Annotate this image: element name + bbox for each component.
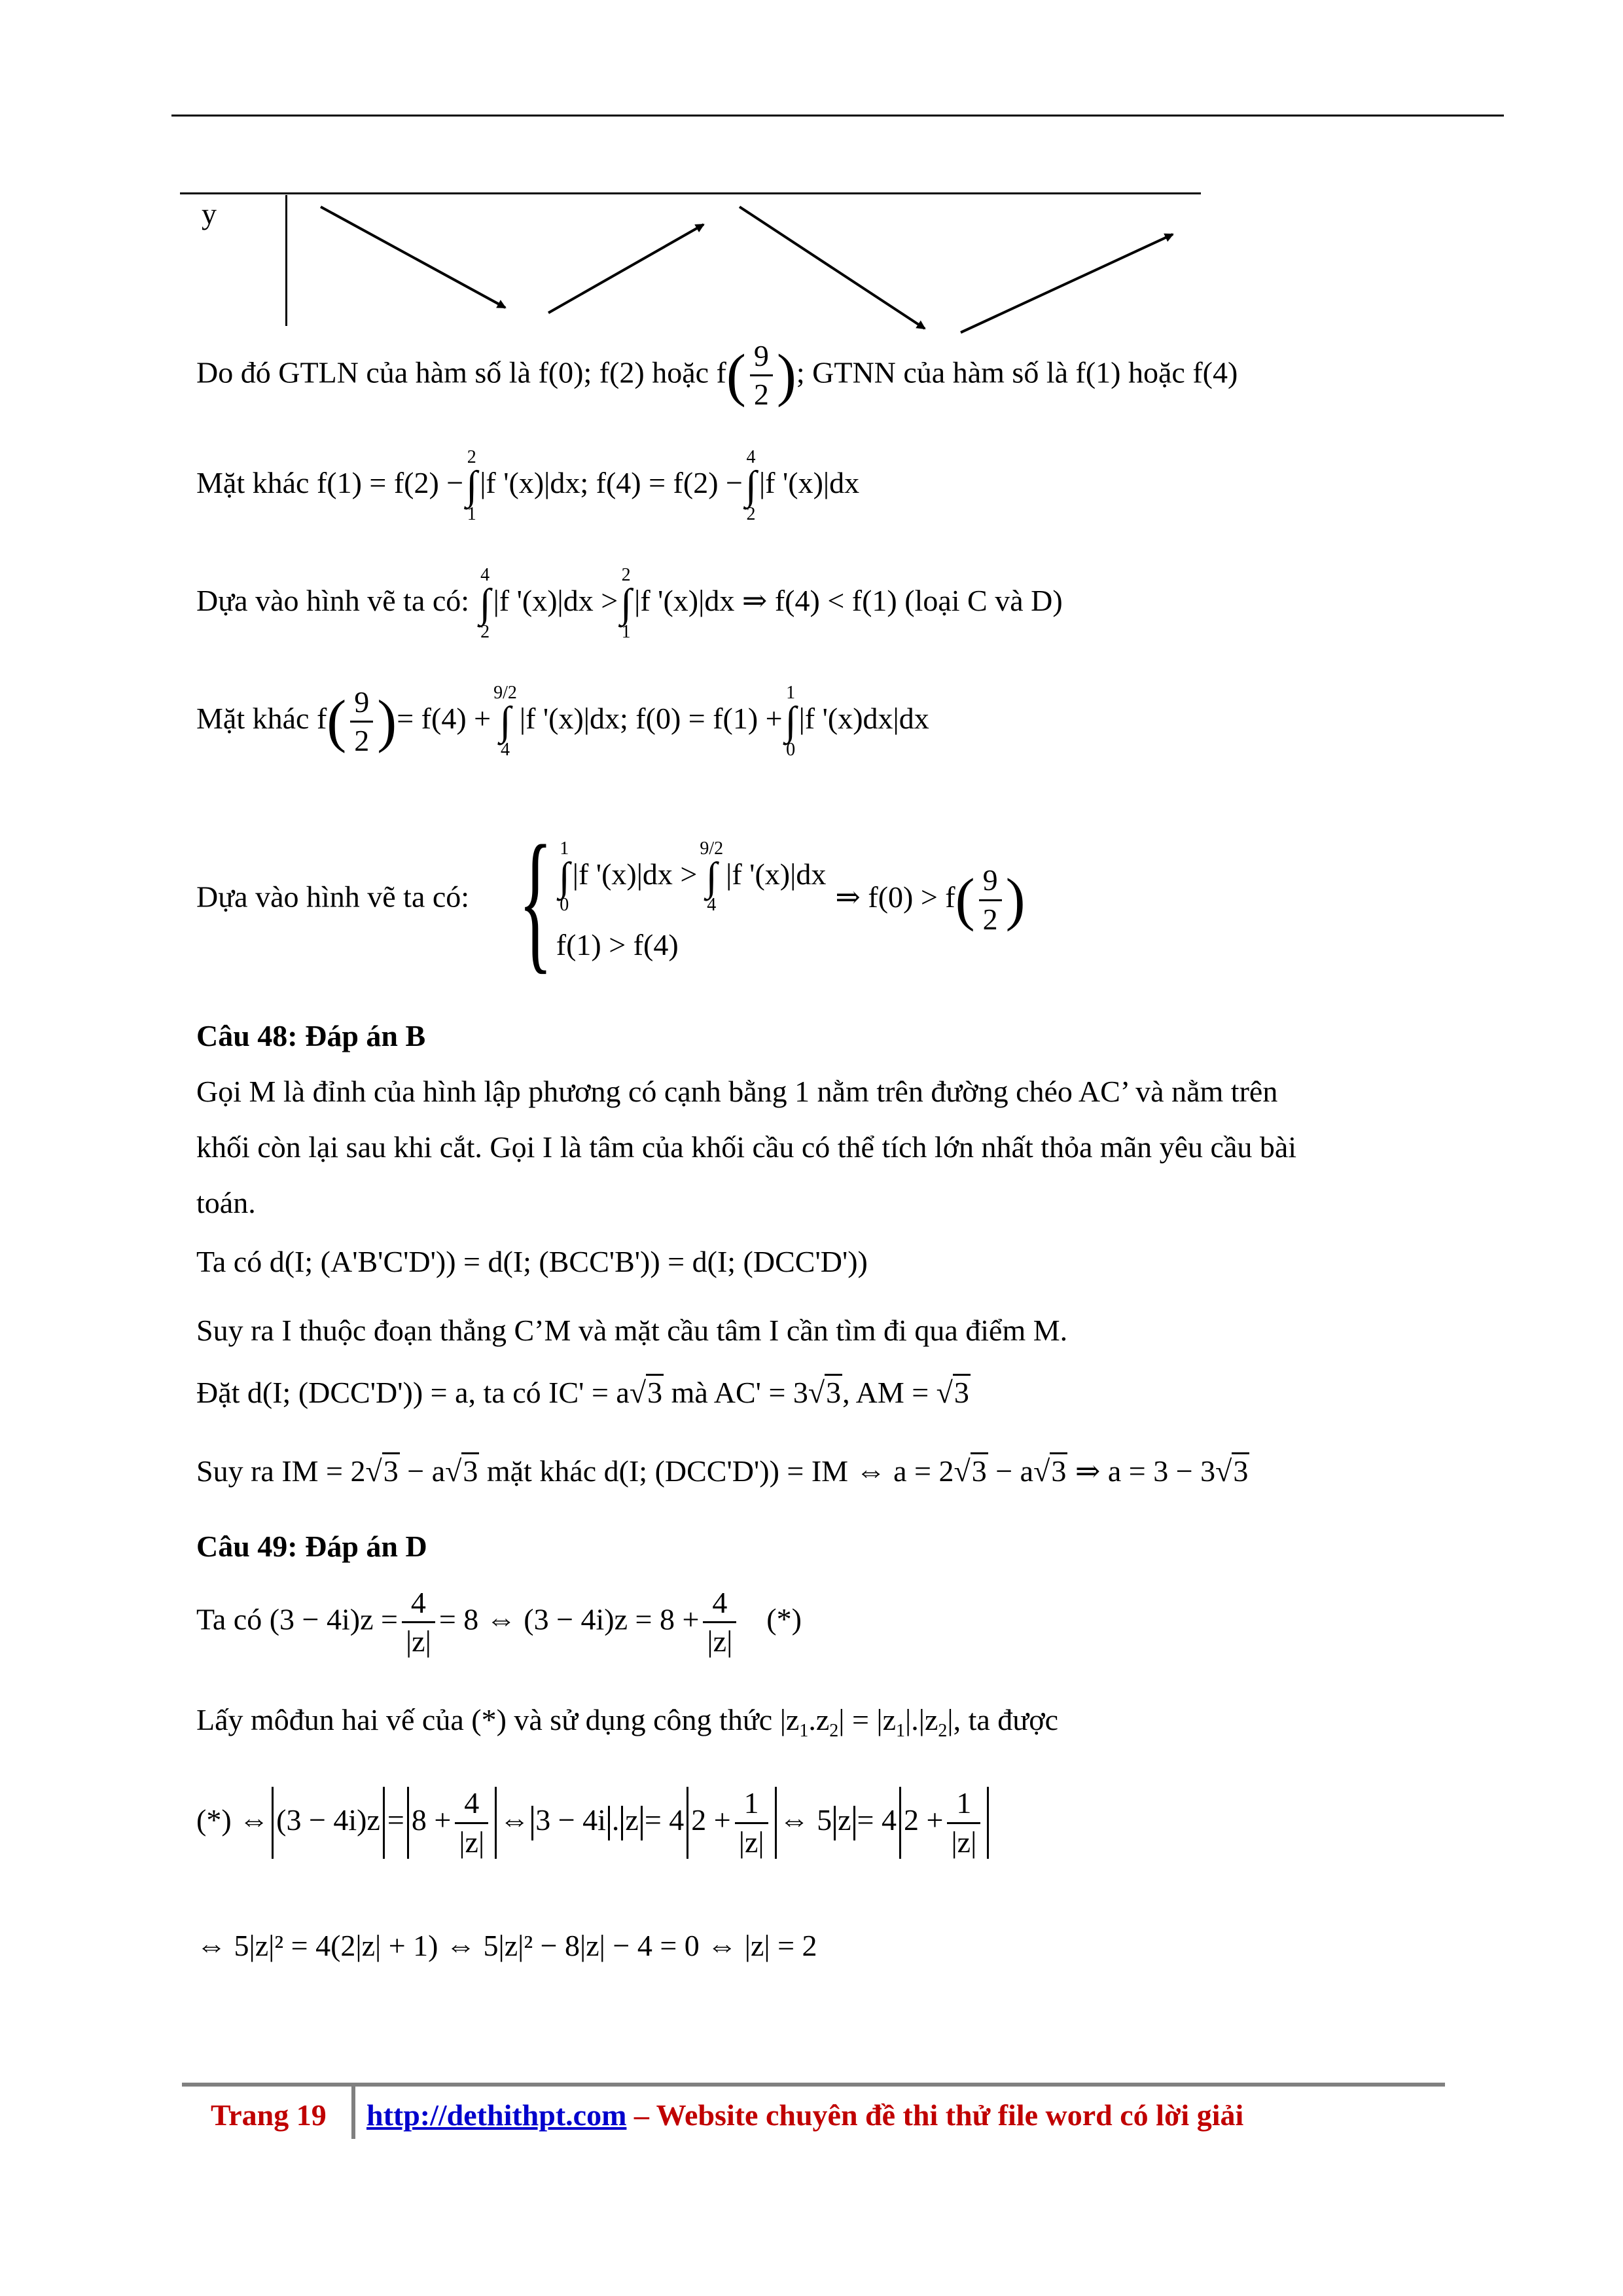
gtln-f: f: [716, 355, 726, 389]
q48-p2: khối còn lại sau khi cắt. Gọi I là tâm của khối cầu có thể tích lớn nhất thỏa mãn yêu cầu bài: [196, 1130, 1297, 1164]
integral-4-9half: 9/2 ∫ 4: [493, 683, 517, 760]
dv1-text: Dựa vào hình vẽ ta có:: [196, 584, 477, 617]
q48-suyra2-line: [196, 1456, 1249, 1486]
integral-0-1-b: 1 ∫ 0: [558, 838, 570, 916]
q48-heading: Câu 48: Đáp án B: [196, 1019, 426, 1052]
q48-eq1-line: [196, 1247, 868, 1277]
q49-star: (*): [766, 1602, 802, 1636]
mk1-text: Mặt khác: [196, 466, 317, 499]
q49-eq1a: (3 − 4i)z =: [269, 1602, 398, 1636]
q48-suyra1: Suy ra I thuộc đoạn thẳng C’M và mặt cầu tâm I cần tìm đi qua điểm M.: [196, 1314, 1068, 1347]
arrow-up-2: [961, 234, 1173, 332]
arrow-down-2: [740, 207, 925, 329]
sqrt-3-e: √3: [445, 1456, 479, 1486]
variation-arrows: [0, 0, 1623, 367]
mk2-f: f: [316, 702, 327, 735]
q49-laymod: Lấy môđun hai vế của (*) và sử dụng công thức: [196, 1703, 780, 1736]
fraction-4-over-absz: $\frac{4}{|z|}$: [402, 1587, 435, 1658]
mk1-part1: f(1) = f(2) −: [316, 466, 464, 499]
q48-matkhac: mặt khác: [479, 1454, 604, 1488]
q49-l1l: = 4: [857, 1803, 897, 1837]
mk2-part1: = f(4) +: [397, 702, 491, 735]
integral-2-4-b: 4 ∫ 2: [479, 565, 491, 642]
q49-l1i: = 4: [644, 1803, 685, 1837]
q49-taco: Ta có: [196, 1602, 270, 1636]
fraction-4-over-absz-b: $\frac{4}{|z|}$: [703, 1587, 736, 1658]
q49-line2: ⇔ 5|z|² = 4(2|z| + 1) ⇔ 5|z|² − 8|z| − 4 = 0 ⇔ |z| = 2: [196, 1929, 817, 1962]
footer-link-line: [366, 2098, 1243, 2132]
gtln-line: Do đó GTLN của hàm số là f(0); f(2) hoặc f( $\frac{9}{2}$ ); GTNN của hàm số là f(1) hoặc f(4): [196, 339, 1238, 412]
dua-vao-line-1: [196, 566, 1063, 641]
q48-eq3c: , AM =: [842, 1376, 936, 1409]
dv2-row2: f(1) > f(4): [556, 928, 679, 962]
mk1-body1: |f '(x)|dx; f(4) = f(2) −: [480, 466, 743, 499]
q48-p3: toán.: [196, 1186, 256, 1219]
dua-vao-line-2: Dựa vào hình vẽ ta có: { 1 ∫ 0 |f '(x)|dx > 9/2 ∫ 4 |f '(x)|dx f(1) > f(4) ⇒ f(0) > f( $\frac{9}{2}$ ): [196, 813, 1026, 987]
q49-l1j: 2 +: [691, 1803, 731, 1837]
footer-divider: [351, 2087, 355, 2139]
mk2-body1: |f '(x)|dx; f(0) = f(1) +: [519, 702, 783, 735]
fraction-9-2-b: $\frac{9}{2}$: [350, 687, 373, 757]
q49-eq1b: = 8 ⇔ (3 − 4i)z = 8 +: [438, 1602, 700, 1636]
integral-0-1: 1 ∫ 0: [785, 683, 796, 760]
arrow-down-1: [321, 207, 505, 308]
sqrt-3-c: √3: [936, 1378, 971, 1408]
q49-heading: Câu 49: Đáp án D: [196, 1530, 427, 1563]
fraction-1-over-absz-b: $\frac{1}{|z|}$: [947, 1787, 980, 1858]
integral-4-9half-b: 9/2 ∫ 4: [700, 838, 724, 916]
q49-l1e: ⇔: [499, 1803, 530, 1837]
q49-line1: [196, 1787, 991, 1859]
q48-suyra2: Suy ra: [196, 1454, 282, 1488]
q49-l1a: (*) ⇔: [196, 1803, 270, 1837]
sqrt-3-h: √3: [1215, 1456, 1249, 1486]
inequality-system: { 1 ∫ 0 |f '(x)|dx > 9/2 ∫ 4 |f '(x)|dx f(1) > f(4): [518, 813, 827, 987]
dv1-body1: |f '(x)|dx >: [493, 584, 618, 617]
q48-dat: Đặt: [196, 1376, 247, 1409]
dv2-row1-body2: |f '(x)|dx: [726, 857, 827, 891]
mk1-body2: |f '(x)|dx: [758, 466, 860, 499]
integral-1-2-b: 2 ∫ 1: [620, 565, 632, 642]
footer-url-link[interactable]: http://dethithpt.com: [366, 2098, 627, 2132]
dv2-conclusion: ⇒ f(0) > f: [835, 880, 955, 914]
mk2-text: Mặt khác: [196, 702, 317, 735]
table-row-label: y: [202, 197, 217, 230]
gtln-expr-a: f(0); f(2): [538, 355, 645, 389]
fraction-9-2: $\frac{9}{2}$: [750, 340, 773, 411]
integral-2-4: 4 ∫ 2: [745, 447, 757, 524]
q49-eq1-line: [196, 1587, 802, 1658]
modulus-formula: $|z_1.z_2| = |z_1|.|z_2|$: [779, 1703, 954, 1742]
q49-l1k: ⇔ 5: [779, 1803, 832, 1837]
q48-p1: Gọi M là đỉnh của hình lập phương có cạnh bằng 1 nằm trên đường chéo AC’ và nằm trên: [196, 1075, 1278, 1108]
q48-eq4d: − a: [988, 1454, 1034, 1488]
q49-l1g: .: [611, 1803, 620, 1837]
dv1-note: (loại C và D): [897, 584, 1063, 617]
fraction-1-over-absz: $\frac{1}{|z|}$: [735, 1787, 768, 1858]
gtln-expr-c: f(4): [1192, 355, 1238, 389]
sqrt-3-g: √3: [1033, 1456, 1067, 1486]
q48-eq4e: ⇒ a = 3 − 3: [1067, 1454, 1216, 1488]
mk2-body2: |f '(x)dx|dx: [798, 702, 929, 735]
q48-eq4c: d(I; (DCC'D')) = IM ⇔ a = 2: [603, 1454, 954, 1488]
sqrt-3-b: √3: [808, 1378, 842, 1408]
sqrt-3-d: √3: [366, 1456, 400, 1486]
dv2-text: Dựa vào hình vẽ ta có:: [196, 880, 477, 914]
q48-eq3b: AC' = 3: [713, 1376, 808, 1409]
q48-taco: Ta có: [196, 1245, 270, 1278]
q48-eq2: d(I; (DCC'D')) = a: [247, 1376, 469, 1409]
gtln-text-a: Do đó GTLN của hàm số là: [196, 355, 539, 389]
q48-eq4a: IM = 2: [281, 1454, 366, 1488]
q49-l1h: z: [625, 1803, 639, 1837]
q49-laymod-line: [196, 1705, 1058, 1740]
dv1-body2: |f '(x)|dx ⇒ f(4) < f(1): [634, 584, 897, 617]
fraction-9-2-c: $\frac{9}{2}$: [979, 865, 1002, 935]
footer-rule: [182, 2083, 1445, 2087]
q49-l1f: 3 − 4i: [535, 1803, 606, 1837]
mat-khac-line-2: Mặt khác f( $\frac{9}{2}$ )= f(4) + 9/2 ∫ 4 |f '(x)|dx; f(0) = f(1) + 1 ∫ 0 |f '(x)dx|dx: [196, 683, 929, 760]
gtln-text-d: hoặc: [1120, 355, 1193, 389]
q48-ma: mà: [664, 1376, 714, 1409]
footer-page-number: Trang 19: [211, 2098, 327, 2132]
q48-taco2: , ta có: [468, 1376, 549, 1409]
q49-l1d: 8 +: [411, 1803, 452, 1837]
q48-dat-line: [196, 1378, 971, 1408]
integral-1-2: 2 ∫ 1: [466, 447, 478, 524]
dv2-row1-body: |f '(x)|dx >: [572, 857, 698, 891]
q49-l1h-b: z: [838, 1803, 851, 1837]
q48-eq1: d(I; (A'B'C'D')) = d(I; (BCC'B')) = d(I; (DCC'D')): [269, 1245, 868, 1278]
sqrt-3-f: √3: [954, 1456, 988, 1486]
q49-l1b: (3 − 4i)z: [276, 1803, 380, 1837]
fraction-4-over-absz-c: $\frac{4}{|z|}$: [455, 1787, 488, 1858]
arrow-up-1: [548, 224, 704, 313]
footer-tagline: – Website chuyên đề thi thử file word có lời giải: [626, 2098, 1244, 2132]
q48-eq4b: − a: [399, 1454, 446, 1488]
gtln-text-c: ; GTNN của hàm số là: [796, 355, 1076, 389]
q49-taduoc: , ta được: [953, 1703, 1058, 1736]
sqrt-3-a: √3: [630, 1378, 664, 1408]
q49-l1j-b: 2 +: [903, 1803, 944, 1837]
q48-eq3a: IC' = a: [548, 1376, 630, 1409]
gtln-expr-b: f(1): [1075, 355, 1121, 389]
gtln-text-b: hoặc: [644, 355, 717, 389]
q49-l1c: =: [387, 1803, 404, 1837]
mat-khac-line-1: [196, 448, 859, 524]
